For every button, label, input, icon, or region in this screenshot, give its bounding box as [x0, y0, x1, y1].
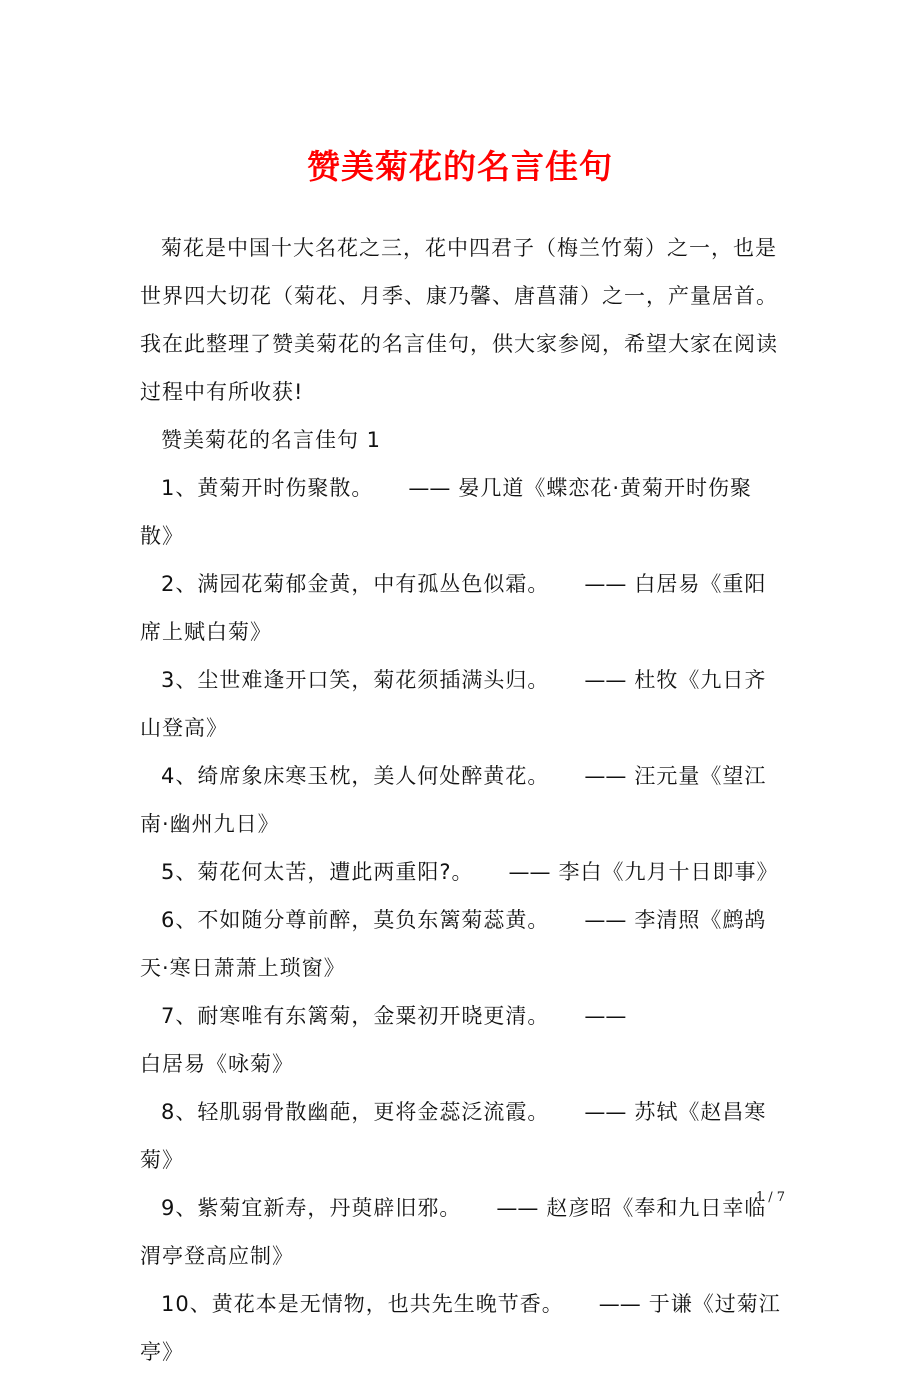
attribution-dash: ——: [584, 572, 627, 596]
quote-source: 李白《九月十日即事》: [558, 860, 779, 884]
quote-list: [140, 464, 785, 1376]
quote-source: 赵彦昭《奉和九日幸临渭亭登高应制》: [140, 1196, 767, 1268]
quote-source: 晏几道《蝶恋花·黄菊开时伤聚散》: [140, 476, 753, 548]
attribution-dash: ——: [408, 476, 451, 500]
quote-source: 白居易《重阳席上赋白菊》: [140, 572, 767, 644]
quote-text: 4、绮席象床寒玉枕，美人何处醉黄花。: [161, 764, 550, 788]
quote-source: 苏轼《赵昌寒菊》: [140, 1100, 767, 1172]
quote-item: [140, 896, 785, 992]
quote-item: [140, 656, 785, 752]
attribution-dash: ——: [584, 668, 627, 692]
quote-text: 2、满园花菊郁金黄，中有孤丛色似霜。: [161, 572, 550, 596]
attribution-dash: ——: [584, 908, 627, 932]
page-number: 1 / 7: [755, 1190, 785, 1205]
quote-source: 白居易《咏菊》: [140, 1052, 294, 1076]
quote-source: 杜牧《九日齐山登高》: [140, 668, 767, 740]
quote-item: [140, 992, 785, 1088]
quote-item: [140, 1184, 785, 1280]
quote-text: 3、尘世难逢开口笑，菊花须插满头归。: [161, 668, 550, 692]
quote-source: 汪元量《望江南·幽州九日》: [140, 764, 767, 836]
document-body: [140, 224, 785, 1376]
attribution-dash: ——: [598, 1292, 641, 1316]
attribution-dash: ——: [584, 764, 627, 788]
quote-item: [140, 1088, 785, 1184]
attribution-dash: ——: [496, 1196, 539, 1220]
quote-text: 6、不如随分尊前醉，莫负东篱菊蕊黄。: [161, 908, 550, 932]
intro-paragraph: 菊花是中国十大名花之三，花中四君子（梅兰竹菊）之一，也是世界四大切花（菊花、月季、康乃馨、唐菖蒲）之一，产量居首。我在此整理了赞美菊花的名言佳句，供大家参阅，希望大家在阅读过程中有所收获!: [140, 236, 778, 404]
attribution-dash: ——: [584, 1004, 627, 1028]
quote-text: 1、黄菊开时伤聚散。: [161, 476, 374, 500]
quote-item: [140, 848, 785, 896]
quote-text: 7、耐寒唯有东篱菊，金粟初开晓更清。: [161, 1004, 550, 1028]
attribution-dash: ——: [508, 860, 551, 884]
quote-text: 9、紫菊宜新寿，丹萸辟旧邪。: [161, 1196, 462, 1220]
quote-text: 8、轻肌弱骨散幽葩，更将金蕊泛流霞。: [161, 1100, 550, 1124]
quote-item: [140, 752, 785, 848]
attribution-dash: ——: [584, 1100, 627, 1124]
quote-item: [140, 560, 785, 656]
quote-item: [140, 464, 785, 560]
quote-item: [140, 1280, 785, 1376]
quote-text: 5、菊花何太苦，遭此两重阳?。: [161, 860, 474, 884]
quote-source: 于谦《过菊江亭》: [140, 1292, 781, 1364]
quote-source: 李清照《鹧鸪天·寒日萧萧上琐窗》: [140, 908, 767, 980]
quote-text: 10、黄花本是无情物，也共先生晚节香。: [161, 1292, 564, 1316]
section-heading: 赞美菊花的名言佳句 1: [161, 428, 382, 452]
document-title: 赞美菊花的名言佳句: [307, 147, 613, 186]
